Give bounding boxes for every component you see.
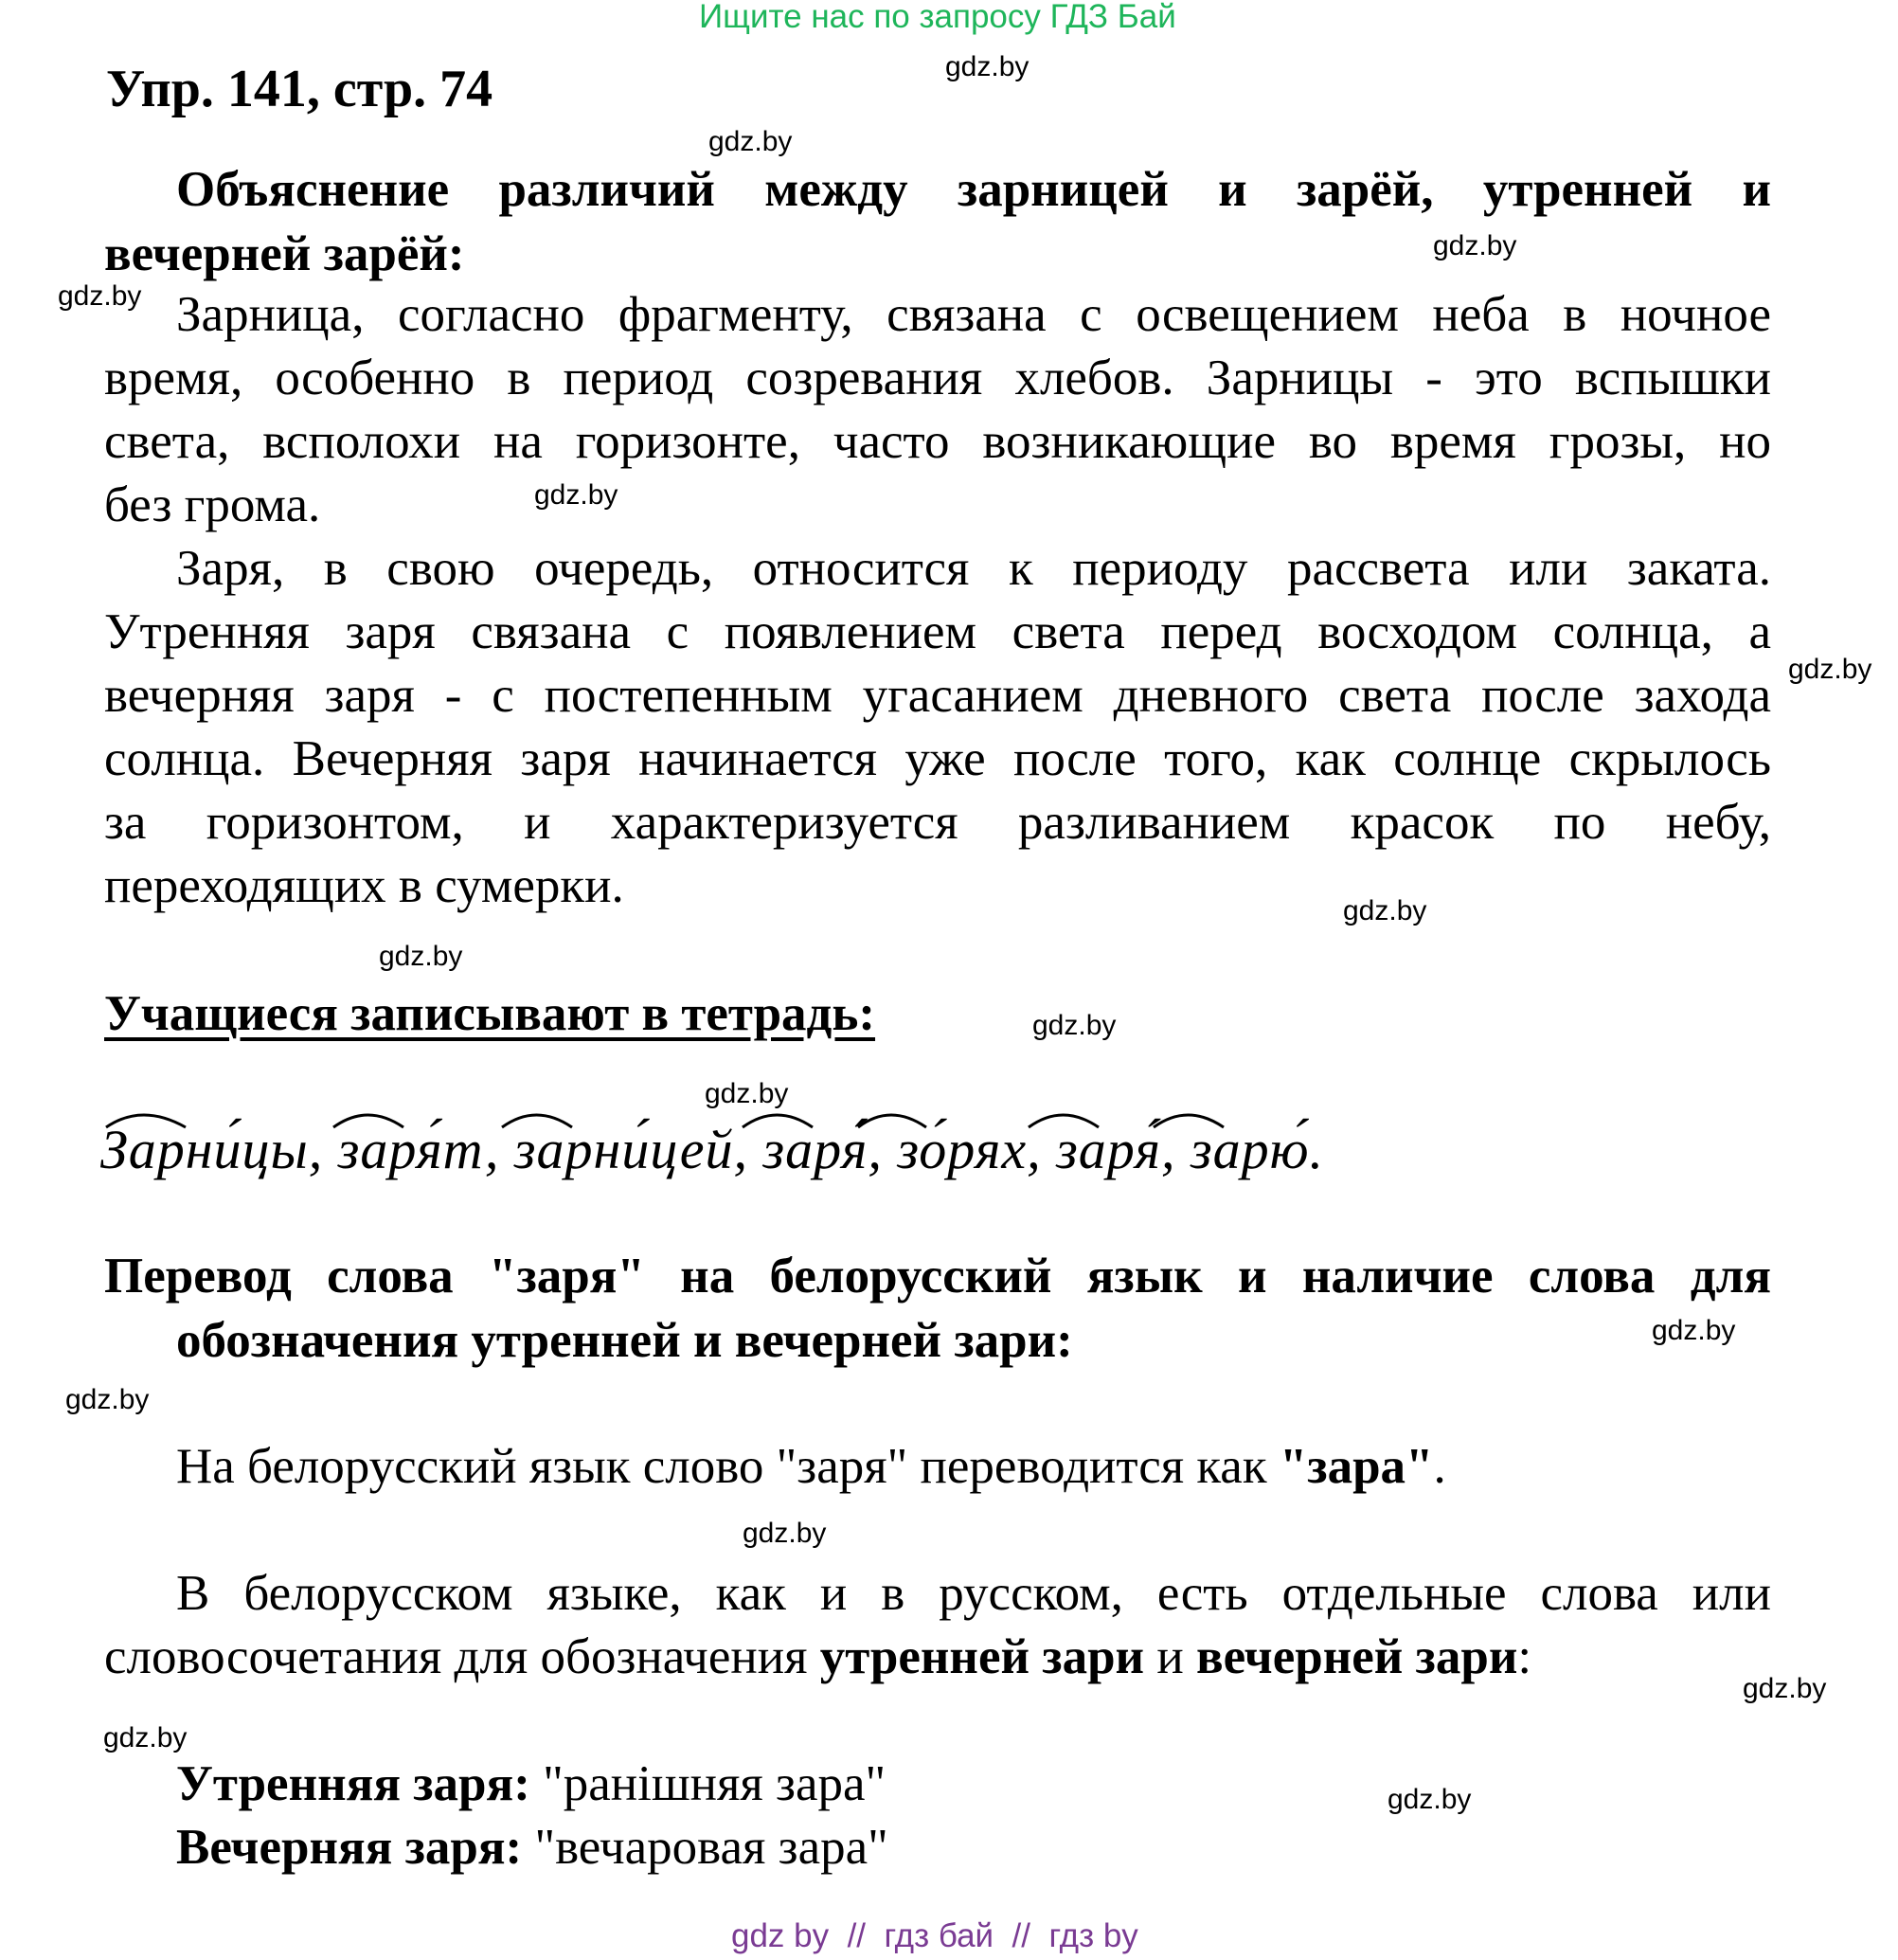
paragraph-line: вечерняя заря - с постепенным угасанием дневного света после захода (104, 668, 1771, 723)
paragraph-line: Заря, в свою очередь, относится к периоду рассвета или заката. (176, 541, 1771, 596)
paragraph-line: света, всполохи на горизонте, часто возникающие во время грозы, но (104, 414, 1771, 469)
watermark: gdz.by (1343, 895, 1427, 926)
exercise-title: Упр. 141, стр. 74 (106, 60, 493, 118)
watermark: gdz.by (1652, 1315, 1736, 1346)
watermark: gdz.by (103, 1722, 188, 1753)
definition-evening (176, 1819, 888, 1876)
watermark: gdz.by (1433, 230, 1517, 261)
watermark: gdz.by (705, 1078, 789, 1109)
footer-links[interactable]: gdz by // гдз бай // гдз by (731, 1917, 1138, 1954)
section-heading: обозначения утренней и вечерней зари: (176, 1313, 1073, 1368)
paragraph-text: и (1144, 1629, 1196, 1684)
root-arc (106, 1115, 186, 1127)
translation-word: "зара" (1279, 1439, 1434, 1494)
top-banner: Ищите нас по запросу ГДЗ Бай (699, 0, 1176, 35)
watermark: gdz.by (1743, 1673, 1827, 1704)
watermark: gdz.by (708, 126, 793, 157)
translation-period: . (1433, 1439, 1446, 1494)
watermark: gdz.by (1788, 654, 1872, 685)
paragraph-line: В белорусском языке, как и в русском, есть отдельные слова или (176, 1566, 1771, 1621)
watermark: gdz.by (945, 51, 1030, 82)
root-arc (502, 1115, 572, 1127)
root-arcs (0, 1099, 1898, 1137)
term-evening: вечерней зари (1195, 1629, 1518, 1684)
paragraph-line: солнца. Вечерняя заря начинается уже после того, как солнце скрылось (104, 731, 1771, 786)
section-heading: Перевод слова "заря" на белорусский язык и наличие слова для (104, 1249, 1771, 1304)
section-heading: Объяснение различий между зарницей и зарёй, утренней и (176, 162, 1771, 217)
translation-text: На белорусский язык слово "заря" переводится как (176, 1439, 1280, 1494)
root-arc (1029, 1115, 1099, 1127)
watermark: gdz.by (1388, 1784, 1472, 1815)
watermark: gdz.by (534, 479, 618, 511)
word-list: Зарни́цы, заря́т, зарни́цей, заря́, зо́рях, заря́, зарю́. (100, 1119, 1324, 1180)
root-arc (858, 1115, 926, 1127)
root-arc (1154, 1115, 1224, 1127)
definition-value: "вечаровая зара" (522, 1820, 888, 1875)
definition-label: Утренняя заря: (176, 1756, 530, 1811)
definition-label: Вечерняя заря: (176, 1820, 523, 1875)
watermark: gdz.by (743, 1518, 827, 1549)
definition-value: "ранішняя зара" (529, 1756, 886, 1811)
watermark: gdz.by (379, 941, 463, 972)
paragraph-line: Зарница, согласно фрагменту, связана с освещением неба в ночное (176, 287, 1771, 342)
root-arc (743, 1115, 813, 1127)
paragraph-line: без грома. (104, 477, 321, 532)
watermark: gdz.by (58, 280, 142, 312)
paragraph-line: Утренняя заря связана с появлением света перед восходом солнца, а (104, 604, 1771, 659)
paragraph-line (104, 1628, 1531, 1685)
section-heading: вечерней зарёй: (104, 226, 465, 281)
paragraph-line: переходящих в сумерки. (104, 858, 624, 913)
translation-line (176, 1438, 1446, 1495)
watermark: gdz.by (65, 1384, 150, 1415)
paragraph-line: за горизонтом, и характеризуется разливанием красок по небу, (104, 795, 1771, 850)
definition-morning (176, 1755, 886, 1812)
paragraph-text: словосочетания для обозначения (104, 1629, 820, 1684)
paragraph-line: время, особенно в период созревания хлебов. Зарницы - это вспышки (104, 351, 1771, 405)
paragraph-text: : (1517, 1629, 1532, 1684)
watermark: gdz.by (1032, 1010, 1117, 1041)
notebook-heading: Учащиеся записывают в тетрадь: (104, 986, 876, 1041)
term-morning: утренней зари (819, 1629, 1145, 1684)
root-arc (333, 1115, 403, 1127)
